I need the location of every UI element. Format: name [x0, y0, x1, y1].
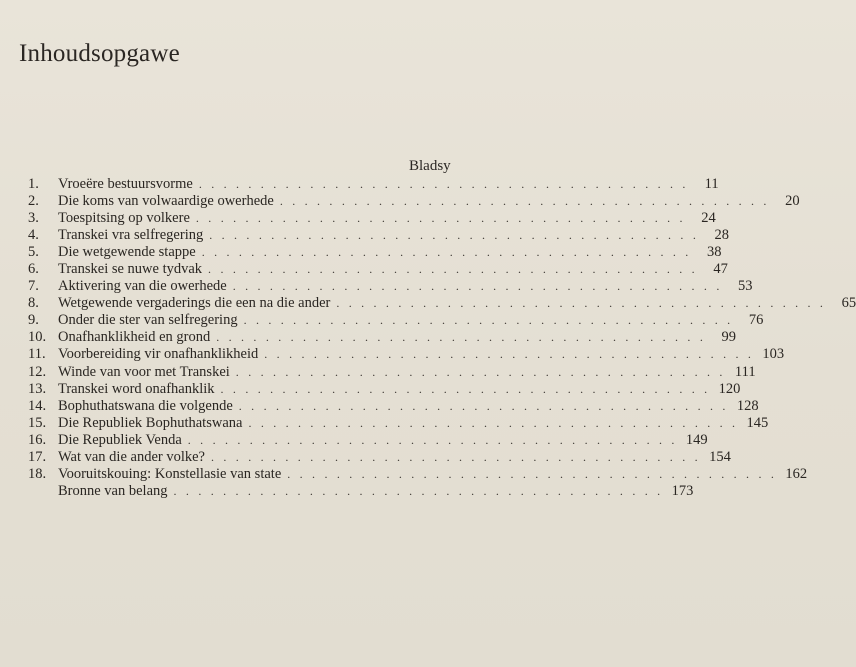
toc-entry	[28, 363, 756, 381]
entry-title: Transkei se nuwe tydvak	[58, 261, 203, 278]
toc-entry	[28, 414, 769, 432]
dot-leader: . . . . . . . . . . . . . . . . . . . . . . . . . . . . . . . . . . . . . . . .	[287, 466, 778, 481]
entry-number: 2.	[28, 193, 39, 210]
entry-number: 18.	[28, 465, 47, 482]
entry-number: 12.	[28, 363, 47, 380]
entry-title: Die koms van volwaardige owerhede	[58, 193, 274, 210]
entry-title: Transkei word onafhanklik	[58, 380, 215, 397]
entry-title: Transkei vra selfregering	[58, 227, 204, 244]
entry-title: Die wetgewende stappe	[58, 244, 196, 261]
dot-leader: . . . . . . . . . . . . . . . . . . . . . . . . . . . . . . . . . . . . . . . .	[264, 347, 755, 362]
toc-entry	[28, 482, 694, 500]
entry-number: 14.	[28, 397, 47, 414]
toc-entry	[28, 312, 764, 329]
entry-page: 173	[671, 482, 694, 499]
entry-page: 120	[718, 380, 741, 397]
entry-number: 9.	[28, 312, 39, 329]
toc-entry	[28, 380, 741, 398]
entry-page: 20	[785, 193, 800, 210]
entry-page: 99	[721, 329, 737, 346]
dot-leader: . . . . . . . . . . . . . . . . . . . . . . . . . . . . . . . . . . . . . . . .	[195, 211, 686, 226]
entry-page: 149	[685, 431, 708, 448]
toc-entry	[28, 210, 716, 227]
entry-title: Aktivering van die owerhede	[58, 278, 227, 295]
entry-page: 24	[701, 210, 716, 227]
dot-leader: . . . . . . . . . . . . . . . . . . . . . . . . . . . . . . . . . . . . . . . .	[238, 398, 729, 413]
entry-title: Die Republiek Bophuthatswana	[58, 414, 243, 431]
toc-entry	[28, 465, 808, 483]
entry-title: Toespitsing op volkere	[58, 210, 190, 227]
dot-leader: . . . . . . . . . . . . . . . . . . . . . . . . . . . . . . . . . . . . . . . .	[209, 228, 700, 243]
dot-leader: . . . . . . . . . . . . . . . . . . . . . . . . . . . . . . . . . . . . . . . .	[201, 245, 692, 260]
entry-page: 145	[746, 414, 769, 431]
entry-number: 1.	[28, 176, 39, 192]
entry-title: Voorbereiding vir onafhanklikheid	[58, 346, 259, 363]
entry-number: 7.	[28, 278, 39, 295]
dot-leader: . . . . . . . . . . . . . . . . . . . . . . . . . . . . . . . . . . . . . . . .	[232, 279, 723, 294]
toc-entry	[28, 244, 722, 261]
entry-number: 6.	[28, 261, 39, 278]
entry-page: 28	[714, 227, 730, 244]
dot-leader: . . . . . . . . . . . . . . . . . . . . . . . . . . . . . . . . . . . . . . . .	[208, 262, 698, 277]
toc-entry	[28, 278, 753, 295]
entry-title: Bophuthatswana die volgende	[58, 397, 233, 414]
entry-page: 47	[713, 261, 728, 278]
dot-leader: . . . . . . . . . . . . . . . . . . . . . . . . . . . . . . . . . . . . . . . .	[243, 313, 734, 328]
dot-leader: . . . . . . . . . . . . . . . . . . . . . . . . . . . . . . . . . . . . . . . .	[211, 449, 701, 464]
toc-entry	[28, 193, 800, 210]
page-title: Inhoudsopgawe	[19, 40, 180, 67]
entry-title: Die Republiek Venda	[58, 431, 182, 448]
entry-page: 103	[762, 346, 785, 363]
page-column-header: Bladsy	[409, 158, 451, 174]
entry-page: 154	[709, 448, 731, 465]
toc-entry	[28, 448, 731, 466]
entry-number: 10.	[28, 329, 47, 346]
entry-title: Onder die ster van selfregering	[58, 312, 238, 329]
toc-entry	[28, 176, 719, 193]
entry-number: 11.	[28, 346, 46, 363]
entry-page: 128	[736, 397, 759, 414]
entry-number: 5.	[28, 244, 39, 261]
dot-leader: . . . . . . . . . . . . . . . . . . . . . . . . . . . . . . . . . . . . . . . .	[220, 381, 711, 396]
table-of-contents	[28, 176, 856, 500]
entry-title: Wetgewende vergaderings die een na die ander	[58, 295, 331, 312]
toc-entry	[28, 329, 737, 346]
entry-page: 65	[841, 295, 856, 312]
toc-entry	[28, 346, 785, 363]
entry-page: 38	[707, 244, 722, 261]
dot-leader: . . . . . . . . . . . . . . . . . . . . . . . . . . . . . . . . . . . . . . . .	[235, 364, 726, 379]
toc-entry	[28, 397, 759, 415]
dot-leader: . . . . . . . . . . . . . . . . . . . . . . . . . . . . . . . . . . . . . . . .	[173, 483, 664, 498]
toc-entry	[28, 227, 730, 244]
entry-number: 13.	[28, 380, 47, 397]
entry-page: 11	[704, 176, 719, 192]
entry-number: 8.	[28, 295, 39, 312]
entry-number: 17.	[28, 448, 47, 465]
toc-entry	[28, 431, 708, 449]
dot-leader: . . . . . . . . . . . . . . . . . . . . . . . . . . . . . . . . . . . . . . . .	[216, 330, 707, 345]
entry-page: 162	[785, 465, 808, 482]
entry-title: Wat van die ander volke?	[58, 448, 205, 465]
entry-number: 15.	[28, 414, 47, 431]
dot-leader: . . . . . . . . . . . . . . . . . . . . . . . . . . . . . . . . . . . . . . . .	[187, 432, 678, 447]
entry-number: 4.	[28, 227, 39, 244]
toc-entry	[28, 295, 856, 312]
dot-leader: . . . . . . . . . . . . . . . . . . . . . . . . . . . . . . . . . . . . . . . .	[198, 177, 689, 191]
toc-entry	[28, 261, 728, 278]
entry-number: 3.	[28, 210, 39, 227]
entry-title: Onafhanklikheid en grond	[58, 329, 211, 346]
dot-leader: . . . . . . . . . . . . . . . . . . . . . . . . . . . . . . . . . . . . . . . .	[336, 296, 827, 311]
entry-title: Bronne van belang	[58, 482, 168, 499]
dot-leader: . . . . . . . . . . . . . . . . . . . . . . . . . . . . . . . . . . . . . . . .	[248, 415, 739, 430]
entry-title: Winde van voor met Transkei	[58, 363, 230, 380]
entry-title: Vooruitskouing: Konstellasie van state	[58, 465, 282, 482]
entry-page: 111	[734, 363, 756, 380]
entry-page: 76	[748, 312, 764, 329]
dot-leader: . . . . . . . . . . . . . . . . . . . . . . . . . . . . . . . . . . . . . . . .	[279, 194, 770, 209]
entry-number: 16.	[28, 431, 47, 448]
entry-page: 53	[738, 278, 753, 295]
entry-title: Vroeëre bestuursvorme	[58, 176, 193, 192]
